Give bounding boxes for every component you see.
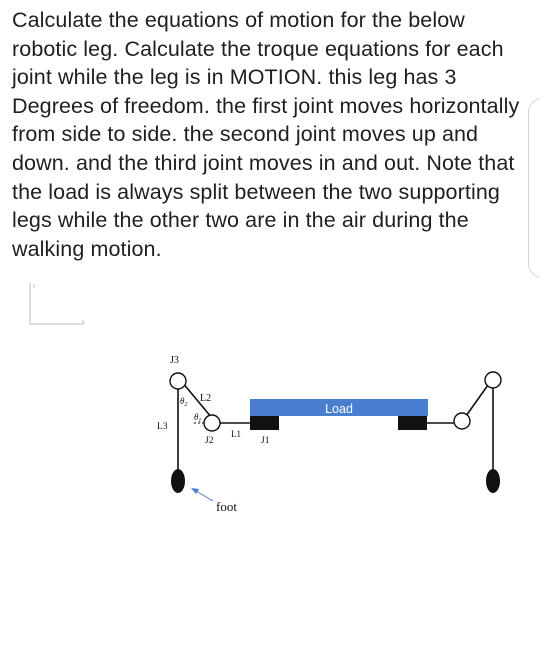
label-j3: J3	[170, 355, 179, 366]
joint-j2-right	[454, 413, 470, 429]
label-theta2: $\theta_2$	[180, 396, 188, 408]
right-leg	[427, 372, 501, 493]
label-foot: foot	[216, 499, 237, 514]
j1-block-left	[250, 416, 279, 430]
foot-arrow-line	[196, 491, 213, 501]
load-label: Load	[325, 402, 353, 416]
foot-arrow	[191, 488, 213, 501]
foot-right	[486, 469, 500, 493]
label-j1: J1	[261, 436, 270, 446]
label-l3: L3	[157, 422, 168, 432]
foot-left	[171, 469, 185, 493]
y-axis-label: y	[33, 284, 36, 289]
joint-j2-left	[204, 415, 220, 431]
x-axis-label: x	[82, 320, 85, 325]
j1-block-right	[398, 416, 427, 430]
joint-j3-left	[170, 373, 186, 389]
label-theta1: $\theta_1$	[194, 412, 202, 424]
question-text: Calculate the equations of motion for the below robotic leg. Calculate the troque equations for each joint while the leg is in MOTION. this leg has 3 Degrees of freedom. the first joint moves horizontally from side to side. the second joint moves up and down. and the third joint moves in and out. Note that the load is always split between the two supporting legs while the other two are in the air during the walking motion.	[12, 8, 520, 261]
joint-j3-right	[485, 372, 501, 388]
foot-arrow-head	[191, 488, 199, 494]
label-j2: J2	[205, 436, 214, 446]
axes-sketch	[30, 283, 85, 325]
label-l2: L2	[200, 393, 212, 404]
label-l1: L1	[231, 429, 241, 439]
link-l2-right	[466, 385, 488, 416]
